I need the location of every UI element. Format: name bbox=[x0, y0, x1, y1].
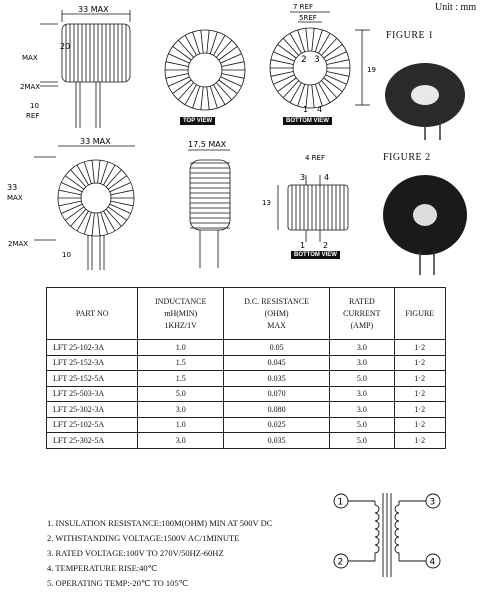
technical-drawings bbox=[0, 0, 500, 285]
pin2-3: 3 bbox=[300, 173, 306, 182]
dim-2max: 2MAX bbox=[20, 83, 41, 91]
table-cell: 1·2 bbox=[394, 355, 446, 371]
schem-pin-3: 3 bbox=[429, 497, 436, 508]
table-cell: LFT 25-503-3A bbox=[47, 386, 138, 402]
toroid-photo-2 bbox=[383, 175, 467, 275]
note-item: 2. WITHSTANDING VOLTAGE:1500V AC/1MINUTE bbox=[47, 533, 240, 543]
side-view-2 bbox=[34, 146, 135, 270]
note-item: 5. OPERATING TEMP:-20℃ TO 105℃ bbox=[47, 578, 189, 588]
schem-pin-4: 4 bbox=[429, 557, 436, 568]
table-cell: 0.035 bbox=[224, 433, 330, 449]
table-cell: LFT 25-102-5A bbox=[47, 417, 138, 433]
table-cell: 3.0 bbox=[138, 402, 224, 418]
top-view-label: TOP VIEW bbox=[180, 117, 215, 125]
table-header-cell: PART NO bbox=[47, 288, 138, 340]
dim-33max-2: 33 MAX bbox=[80, 137, 111, 146]
table-cell: 0.025 bbox=[224, 417, 330, 433]
dim-ref: REF bbox=[26, 112, 40, 120]
note-item: 3. RATED VOLTAGE:100V TO 270V/50HZ-60HZ bbox=[47, 548, 224, 558]
figure-2-label: FIGURE 2 bbox=[383, 152, 431, 163]
table-cell: 5.0 bbox=[330, 433, 394, 449]
dim-2max-2: 2MAX bbox=[8, 240, 29, 248]
table-cell: 0.035 bbox=[224, 371, 330, 387]
table-header-cell: FIGURE bbox=[394, 288, 446, 340]
table-cell: 0.080 bbox=[224, 402, 330, 418]
dim-33: 33 bbox=[7, 183, 18, 192]
dim-max-1: MAX bbox=[22, 54, 38, 62]
note-item: 1. INSULATION RESISTANCE:100M(OHM) MIN AT 500V DC bbox=[47, 518, 273, 528]
pin-1: 1 bbox=[303, 105, 309, 114]
toroid-bottom-view bbox=[270, 12, 370, 108]
toroid-top-view bbox=[165, 30, 245, 110]
table-cell: 3.0 bbox=[330, 402, 394, 418]
note-item: 4. TEMPERATURE RISE:40℃ bbox=[47, 563, 158, 573]
pin2-1: 1 bbox=[300, 241, 306, 250]
table-cell: 0.070 bbox=[224, 386, 330, 402]
schem-pin-2: 2 bbox=[337, 557, 344, 568]
table-cell: 5.0 bbox=[330, 417, 394, 433]
bottom-view-2 bbox=[278, 175, 348, 242]
table-cell: 5.0 bbox=[138, 386, 224, 402]
bottom-view-label-2: BOTTOM VIEW bbox=[291, 251, 340, 259]
table-cell: 3.0 bbox=[330, 340, 394, 356]
dim-10-2: 10 bbox=[62, 251, 71, 259]
table-row bbox=[47, 340, 446, 356]
schem-pin-1: 1 bbox=[337, 497, 344, 508]
table-cell: 1·2 bbox=[394, 433, 446, 449]
dim-5ref: 5REF bbox=[299, 14, 317, 22]
dim-10: 10 bbox=[30, 102, 39, 110]
pin2-2: 2 bbox=[323, 241, 329, 250]
side-view-1 bbox=[40, 10, 130, 128]
table-row bbox=[47, 402, 446, 418]
pin-3: 3 bbox=[314, 55, 320, 65]
spec-notes bbox=[47, 516, 272, 591]
toroid-photo-1 bbox=[385, 63, 465, 140]
table-header-cell: INDUCTANCE mH(MIN) 1KHZ/1V bbox=[138, 288, 224, 340]
bottom-view-label-1: BOTTOM VIEW bbox=[283, 117, 332, 125]
table-cell: 1·2 bbox=[394, 402, 446, 418]
table-cell: LFT 25-152-3A bbox=[47, 355, 138, 371]
dim-7ref: 7 REF bbox=[293, 3, 313, 11]
table-cell: LFT 25-152-5A bbox=[47, 371, 138, 387]
table-cell: 0.05 bbox=[224, 340, 330, 356]
table-header-cell: RATED CURRENT (AMP) bbox=[330, 288, 394, 340]
table-row bbox=[47, 386, 446, 402]
table-cell: 1·2 bbox=[394, 386, 446, 402]
table-cell: 1·2 bbox=[394, 417, 446, 433]
table-cell: 0.045 bbox=[224, 355, 330, 371]
dim-17.5max: 17.5 MAX bbox=[188, 140, 227, 149]
table-row bbox=[47, 355, 446, 371]
table-cell: 1.5 bbox=[138, 355, 224, 371]
dim-33max: 33 MAX bbox=[78, 5, 109, 14]
dim-13: 13 bbox=[262, 199, 271, 207]
table-cell: 1.5 bbox=[138, 371, 224, 387]
table-cell: LFT 25-302-3A bbox=[47, 402, 138, 418]
table-cell: LFT 25-102-3A bbox=[47, 340, 138, 356]
table-body bbox=[47, 340, 446, 449]
table-row bbox=[47, 371, 446, 387]
table-row bbox=[47, 433, 446, 449]
table-header-cell: D.C. RESISTANCE (OHM) MAX bbox=[224, 288, 330, 340]
table-row bbox=[47, 417, 446, 433]
table-cell: 1·2 bbox=[394, 340, 446, 356]
transformer-schematic bbox=[325, 485, 455, 585]
figure-1-label: FIGURE 1 bbox=[386, 30, 434, 41]
table-cell: 1.0 bbox=[138, 340, 224, 356]
table-cell: 5.0 bbox=[330, 371, 394, 387]
table-cell: 3.0 bbox=[138, 433, 224, 449]
spec-table bbox=[46, 287, 446, 449]
dim-4ref: 4 REF bbox=[305, 154, 325, 162]
pin-2: 2 bbox=[301, 55, 307, 65]
dim-19: 19 bbox=[367, 66, 376, 74]
pin2-4: 4 bbox=[324, 173, 330, 182]
vertical-coil bbox=[188, 150, 230, 268]
table-cell: 3.0 bbox=[330, 355, 394, 371]
table-cell: 3.0 bbox=[330, 386, 394, 402]
dim-20: 20 bbox=[60, 42, 71, 51]
pin-4: 4 bbox=[317, 105, 323, 114]
table-cell: LFT 25-302-5A bbox=[47, 433, 138, 449]
table-header-row bbox=[47, 288, 446, 340]
table-cell: 1.0 bbox=[138, 417, 224, 433]
table-cell: 1·2 bbox=[394, 371, 446, 387]
unit-label: Unit : mm bbox=[435, 2, 477, 13]
dim-max-2: MAX bbox=[7, 194, 23, 202]
